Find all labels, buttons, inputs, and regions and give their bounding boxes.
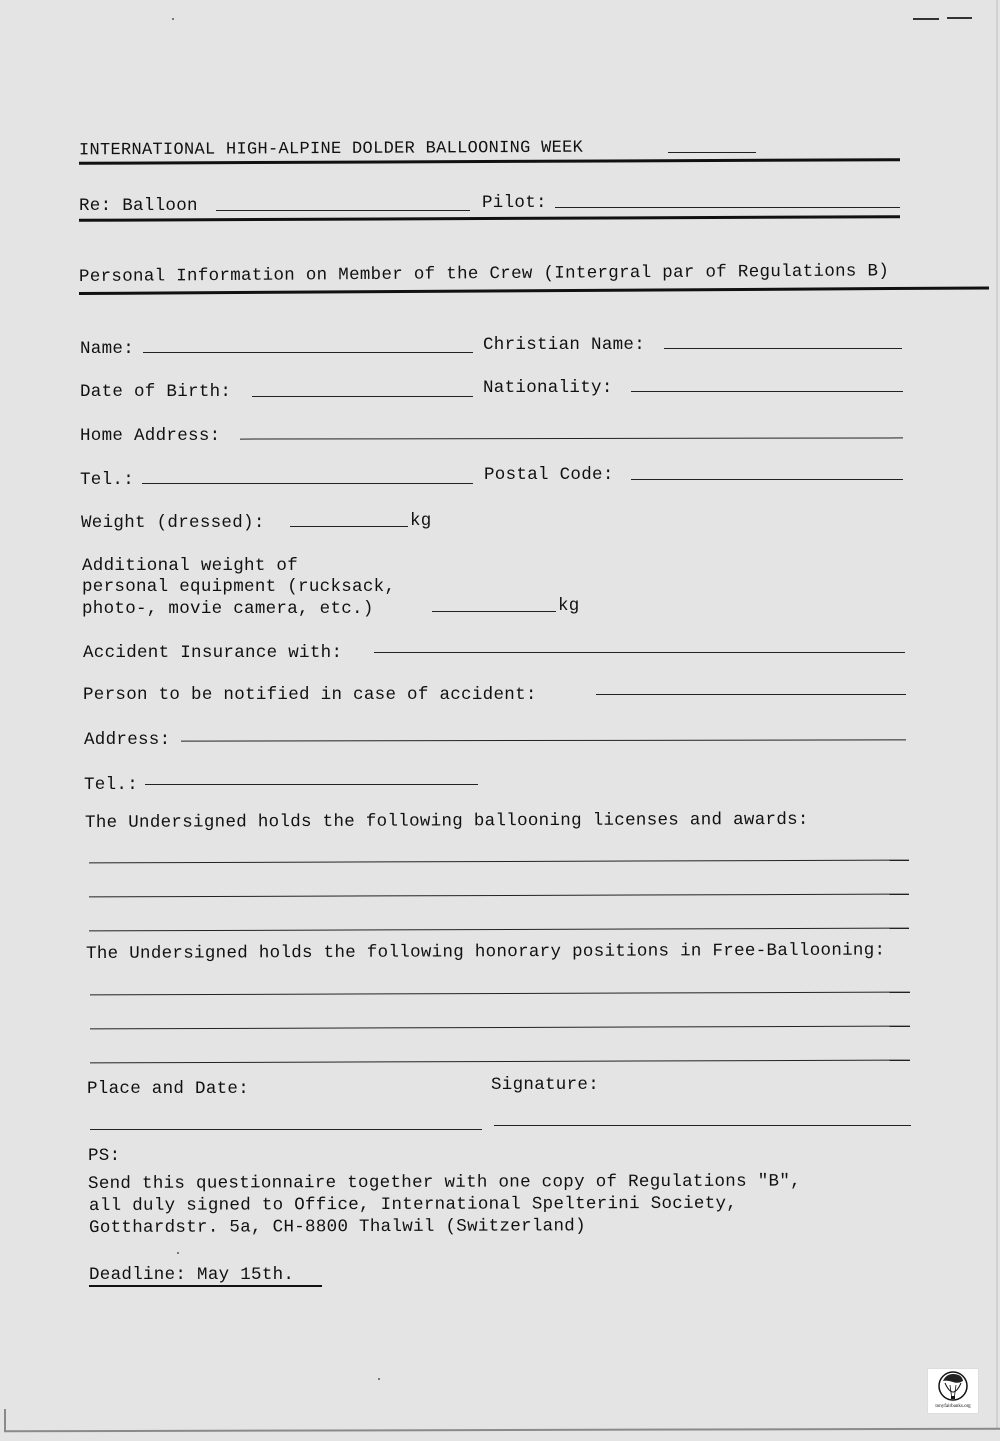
scan-speck <box>177 1252 179 1254</box>
additional-weight-unit: kg <box>558 596 580 616</box>
ps-line-3: Gotthardstr. 5a, CH-8800 Thalwil (Switzerland) <box>88 1216 586 1238</box>
place-and-date-field[interactable] <box>90 1129 482 1130</box>
name-label: Name: <box>80 339 135 359</box>
honorary-line-3[interactable] <box>90 1060 910 1064</box>
pilot-label: Pilot: <box>482 193 547 213</box>
page-edge-left <box>4 1409 6 1431</box>
nationality-label: Nationality: <box>483 378 613 398</box>
date-of-birth-label: Date of Birth: <box>80 382 232 402</box>
deadline: Deadline: May 15th. <box>89 1265 295 1285</box>
honorary-heading: The Undersigned holds the following honorary positions in Free-Ballooning: <box>85 940 886 964</box>
person-notified-field[interactable] <box>596 694 906 695</box>
balloon-pilot-underline <box>79 215 900 222</box>
page-edge-right <box>996 0 998 1429</box>
honorary-line-2[interactable] <box>90 1026 910 1030</box>
weight-unit: kg <box>410 511 432 531</box>
postal-code-label: Postal Code: <box>484 465 614 485</box>
signature-label: Signature: <box>491 1075 600 1095</box>
balloon-field[interactable] <box>216 210 470 211</box>
nationality-field[interactable] <box>631 391 903 392</box>
licenses-line-2[interactable] <box>89 894 909 898</box>
accident-insurance-label: Accident Insurance with: <box>83 643 343 663</box>
corner-mark <box>913 18 939 20</box>
ps-label: PS: <box>88 1146 121 1166</box>
week-blank-line[interactable] <box>668 152 756 153</box>
pilot-field[interactable] <box>555 207 900 208</box>
signature-field[interactable] <box>494 1125 911 1126</box>
tel-label: Tel.: <box>80 470 135 490</box>
accident-insurance-field[interactable] <box>374 652 905 653</box>
ps-line-1: Send this questionnaire together with one copy of Regulations "B", <box>87 1171 801 1194</box>
additional-weight-line-3: photo-, movie camera, etc.) <box>82 599 374 619</box>
watermark-logo[interactable] <box>927 1368 979 1414</box>
corner-mark <box>947 17 972 19</box>
emergency-tel-field[interactable] <box>145 784 478 785</box>
place-and-date-label: Place and Date: <box>87 1079 250 1099</box>
date-of-birth-field[interactable] <box>252 396 473 397</box>
additional-weight-line-1: Additional weight of <box>82 556 299 576</box>
additional-weight-line-2: personal equipment (rucksack, <box>82 577 396 597</box>
home-address-label: Home Address: <box>80 426 221 446</box>
address-label: Address: <box>84 730 171 750</box>
emergency-tel-label: Tel.: <box>84 775 139 795</box>
additional-weight-field[interactable] <box>432 611 556 612</box>
postal-code-field[interactable] <box>631 479 903 480</box>
page-edge-bottom <box>4 1428 1000 1433</box>
section-heading: Personal Information on Member of the Crew (Intergral par of Regulations B) <box>78 261 890 287</box>
ps-line-2: all duly signed to Office, International Spelterini Society, <box>88 1193 738 1216</box>
christian-name-field[interactable] <box>664 348 902 349</box>
hot-air-balloon-icon <box>936 1371 970 1403</box>
deadline-underline <box>89 1285 322 1287</box>
licenses-heading: The Undersigned holds the following ballooning licenses and awards: <box>84 809 809 833</box>
re-balloon-label: Re: Balloon <box>79 196 198 216</box>
watermark-text: tonyfairbanks.org <box>935 1404 971 1409</box>
christian-name-label: Christian Name: <box>483 335 646 355</box>
honorary-line-1[interactable] <box>90 992 910 996</box>
scan-speck <box>172 18 174 20</box>
form-title: INTERNATIONAL HIGH-ALPINE DOLDER BALLOONING WEEK <box>78 138 584 161</box>
licenses-line-1[interactable] <box>89 860 909 864</box>
licenses-line-3[interactable] <box>89 928 909 932</box>
address-field[interactable] <box>181 739 906 742</box>
weight-dressed-field[interactable] <box>290 526 408 527</box>
section-heading-underline <box>79 286 989 295</box>
name-field[interactable] <box>143 352 473 353</box>
home-address-field[interactable] <box>240 437 903 439</box>
tel-field[interactable] <box>142 483 473 484</box>
scan-speck <box>378 1378 380 1380</box>
weight-dressed-label: Weight (dressed): <box>81 513 265 533</box>
person-notified-label: Person to be notified in case of accident: <box>83 685 537 705</box>
